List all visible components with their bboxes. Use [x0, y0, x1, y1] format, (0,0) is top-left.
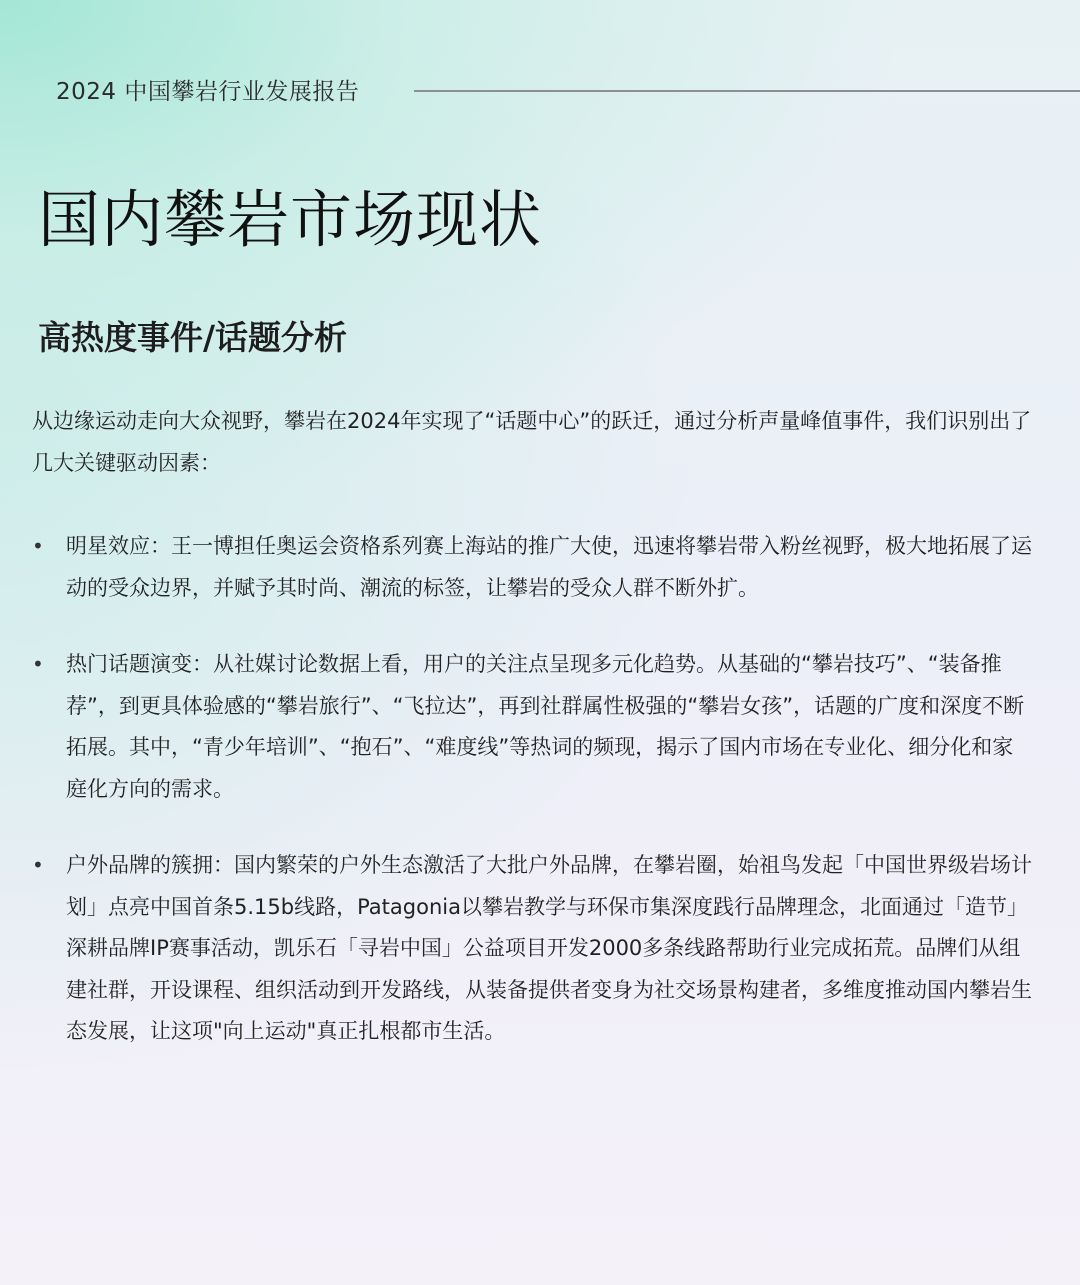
bullet-text: 户外品牌的簇拥：国内繁荣的户外生态激活了大批户外品牌，在攀岩圈，始祖鸟发起「中国世界级岩场计划」点亮中国首条5.15b线路，Patagonia以攀岩教学与环保市集深度践行品牌理念，北面通过「造节」深耕品牌IP赛事活动，凯乐石「寻岩中国」公益项目开发2000多条线路帮助行业完成拓荒。品牌们从组建社群，开设课程、组织活动到开发路线，从装备提供者变身为社交场景构建者，多维度推动国内攀岩生态发展，让这项"向上运动"真正扎根都市生活。 [66, 853, 1032, 1043]
bullet-text: 明星效应：王一博担任奥运会资格系列赛上海站的推广大使，迅速将攀岩带入粉丝视野，极大地拓展了运动的受众边界，并赋予其时尚、潮流的标签，让攀岩的受众人群不断外扩。 [66, 534, 1032, 600]
bullet-marker: • [32, 652, 44, 676]
page-title: 国内攀岩市场现状 [38, 183, 543, 256]
report-title: 2024 中国攀岩行业发展报告 [56, 78, 360, 105]
bullet-marker: • [32, 534, 44, 558]
bullet-text: 热门话题演变：从社媒讨论数据上看，用户的关注点呈现多元化趋势。从基础的“攀岩技巧”、“装备推荐”，到更具体验感的“攀岩旅行”、“飞拉达”，再到社群属性极强的“攀岩女孩”，话题的广度和深度不断拓展。其中，“青少年培训”、“抱石”、“难度线”等热词的频现，揭示了国内市场在专业化、细分化和家庭化方向的需求。 [66, 652, 1025, 801]
bullet-item-outdoor-brands [32, 845, 1032, 1053]
bullet-list [32, 526, 1032, 1053]
section-title: 高热度事件/话题分析 [38, 318, 348, 357]
bullet-item-celebrity-effect [32, 526, 1032, 609]
bullet-marker: • [32, 853, 44, 877]
intro-paragraph: 从边缘运动走向大众视野，攀岩在2024年实现了“话题中心”的跃迁，通过分析声量峰值事件，我们识别出了几大关键驱动因素： [32, 409, 1032, 475]
report-header [56, 72, 1080, 106]
header-divider [414, 90, 1080, 92]
bullet-item-hot-topics [32, 644, 1032, 810]
